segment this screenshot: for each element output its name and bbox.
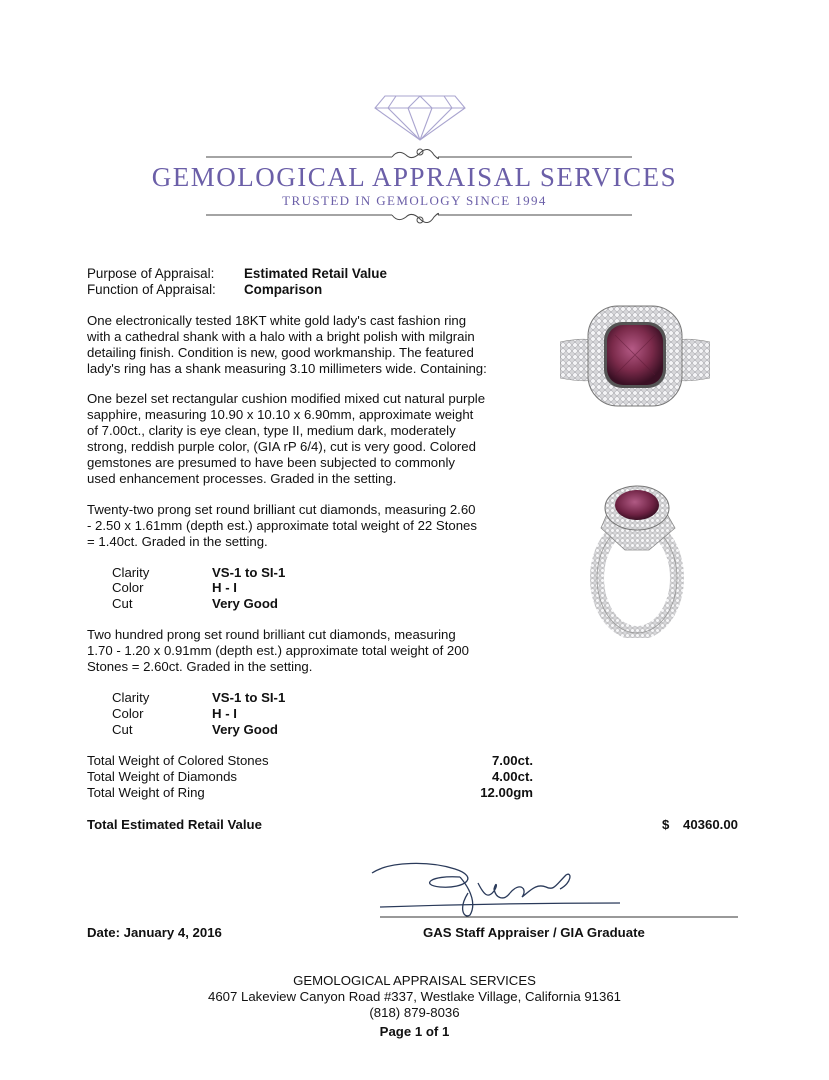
- diamond-group-1-description: [87, 502, 507, 550]
- desc-line: detailing finish. Condition is new, good workmanship. The featured: [87, 345, 474, 360]
- diamond-group-2-description: [87, 627, 507, 675]
- desc-line: gemstones are presumed to have been subjected to commonly: [87, 455, 455, 470]
- footer-address: 4607 Lakeview Canyon Road #337, Westlake Village, California 91361: [208, 989, 621, 1004]
- brand-title: GEMOLOGICAL APPRAISAL SERVICES: [151, 162, 678, 192]
- desc-line: - 2.50 x 1.61mm (depth est.) approximate total weight of 22 Stones: [87, 518, 477, 533]
- desc-line: used enhancement processes. Graded in the setting.: [87, 471, 397, 486]
- grade1-clarity-value: VS-1 to SI-1: [212, 565, 286, 580]
- desc-line: = 1.40ct. Graded in the setting.: [87, 534, 268, 549]
- grade1-cut-value: Very Good: [212, 596, 278, 611]
- desc-line: Stones = 2.60ct. Graded in the setting.: [87, 659, 313, 674]
- desc-line: One electronically tested 18KT white gold lady's cast fashion ring: [87, 313, 467, 328]
- diamond-icon: [375, 96, 465, 140]
- brand-tagline: TRUSTED IN GEMOLOGY SINCE 1994: [282, 193, 547, 208]
- total-colored-label: Total Weight of Colored Stones: [87, 753, 269, 768]
- function-value: Comparison: [244, 282, 323, 297]
- ring-photo-side: [585, 478, 690, 638]
- retail-value-label: Total Estimated Retail Value: [87, 817, 262, 832]
- footer-phone: (818) 879-8036: [369, 1005, 460, 1020]
- purpose-value: Estimated Retail Value: [244, 266, 387, 281]
- total-ring-value: 12.00gm: [480, 785, 533, 800]
- total-diamonds-value: 4.00ct.: [491, 769, 533, 784]
- grade2-clarity-label: Clarity: [112, 690, 150, 705]
- sapphire-description: [87, 391, 507, 487]
- retail-currency: $: [662, 817, 670, 832]
- function-label: Function of Appraisal:: [87, 282, 216, 297]
- grade1-color-value: H - I: [212, 580, 237, 595]
- page-number: Page 1 of 1: [379, 1024, 450, 1039]
- desc-line: sapphire, measuring 10.90 x 10.10 x 6.90mm, approximate weight: [87, 407, 474, 422]
- grade1-color-label: Color: [112, 580, 144, 595]
- total-colored-value: 7.00ct.: [491, 753, 533, 768]
- ring-photo-top: [560, 300, 710, 420]
- appraisal-date: Date: January 4, 2016: [87, 925, 222, 940]
- total-ring-label: Total Weight of Ring: [87, 785, 205, 800]
- desc-line: Twenty-two prong set round brilliant cut diamonds, measuring 2.60: [87, 502, 476, 517]
- grade1-cut-label: Cut: [112, 596, 133, 611]
- retail-value: 40360.00: [682, 817, 738, 832]
- grade2-color-value: H - I: [212, 706, 237, 721]
- ring-description: [87, 313, 507, 377]
- grade2-cut-value: Very Good: [212, 722, 278, 737]
- grade2-color-label: Color: [112, 706, 144, 721]
- desc-line: strong, reddish purple color, (GIA rP 6/4), cut is very good. Colored: [87, 439, 476, 454]
- ornament-top: [206, 149, 632, 159]
- desc-line: lady's ring has a shank measuring 3.10 millimeters wide. Containing:: [87, 361, 487, 376]
- desc-line: of 7.00ct., clarity is eye clean, type II, medium dark, moderately: [87, 423, 456, 438]
- appraiser-title: GAS Staff Appraiser / GIA Graduate: [423, 925, 645, 940]
- appraiser-signature: [360, 855, 750, 925]
- ornament-bottom: [206, 213, 632, 223]
- desc-line: 1.70 - 1.20 x 0.91mm (depth est.) approximate total weight of 200: [87, 643, 469, 658]
- grade1-clarity-label: Clarity: [112, 565, 150, 580]
- grade2-clarity-value: VS-1 to SI-1: [212, 690, 286, 705]
- grade2-cut-label: Cut: [112, 722, 133, 737]
- purpose-label: Purpose of Appraisal:: [87, 266, 215, 281]
- footer-company: GEMOLOGICAL APPRAISAL SERVICES: [293, 973, 536, 988]
- desc-line: One bezel set rectangular cushion modified mixed cut natural purple: [87, 391, 486, 406]
- desc-line: with a cathedral shank with a halo with a bright polish with milgrain: [87, 329, 475, 344]
- total-diamonds-label: Total Weight of Diamonds: [87, 769, 238, 784]
- desc-line: Two hundred prong set round brilliant cut diamonds, measuring: [87, 627, 456, 642]
